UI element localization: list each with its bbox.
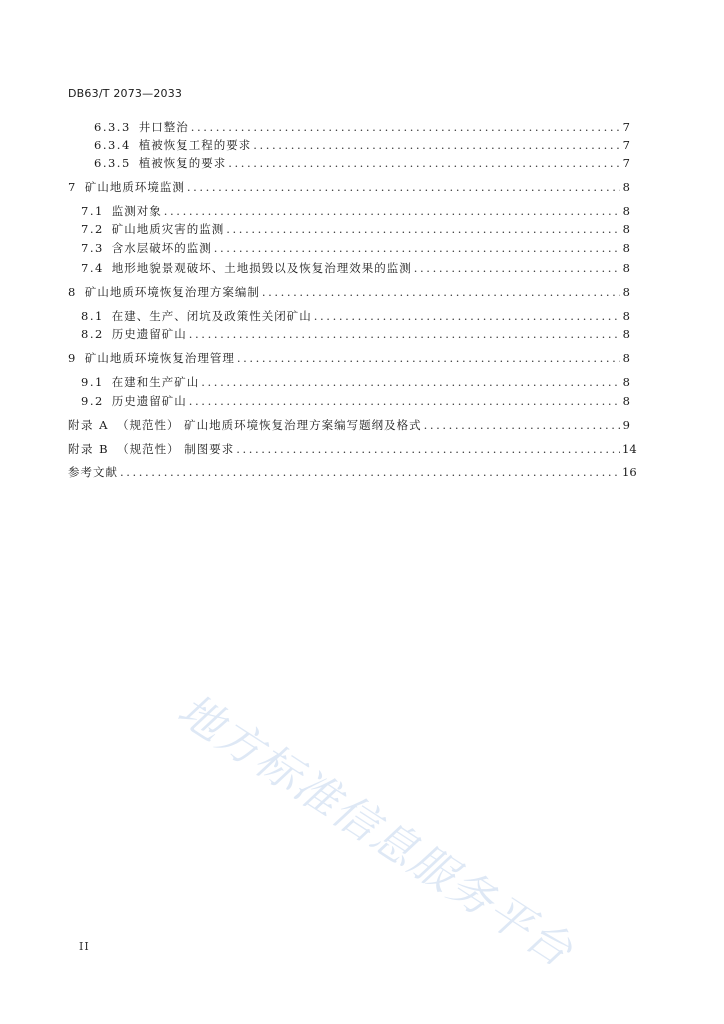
toc-entry-7-4[interactable] [81,261,630,275]
toc-entry-references[interactable] [68,465,637,479]
toc-entry-6-3-3[interactable] [94,120,630,134]
toc-title: 参考文献 [68,465,118,479]
toc-leader-dots [314,309,620,323]
toc-page-number: 8 [622,204,630,218]
toc-leader-dots [236,442,620,456]
toc-number: 8.1 [81,309,104,323]
toc-number: 7 [68,180,77,194]
toc-number: 8 [68,285,77,299]
toc-leader-dots [262,285,620,299]
toc-title: 含水层破坏的监测 [111,241,212,255]
toc-number: 附录 A [68,418,109,432]
toc-page-number: 8 [622,375,630,389]
toc-leader-dots [164,204,620,218]
toc-entry-appendix-b[interactable] [68,442,637,456]
toc-number: 8.2 [81,327,104,341]
toc-page-number: 8 [622,261,630,275]
toc-title: 地形地貌景观破坏、土地损毁以及恢复治理效果的监测 [111,261,412,275]
toc-leader-dots [424,418,620,432]
toc-entry-6-3-5[interactable] [94,156,630,170]
toc-number: 6.3.3 [94,120,131,134]
toc-entry-8[interactable] [68,285,630,299]
toc-page-number: 7 [622,156,630,170]
toc-page-number: 8 [622,241,630,255]
toc-leader-dots [214,241,620,255]
toc-title: 历史遗留矿山 [111,394,187,408]
toc-leader-dots [228,156,620,170]
toc-entry-7-1[interactable] [81,204,630,218]
toc-leader-dots [253,138,620,152]
toc-leader-dots [226,222,620,236]
toc-leader-dots [237,351,620,365]
toc-leader-dots [414,261,620,275]
toc-entry-6-3-4[interactable] [94,138,630,152]
toc-entry-9-1[interactable] [81,375,630,389]
toc-page-number: 8 [622,180,630,194]
toc-entry-7[interactable] [68,180,630,194]
toc-page-number: 7 [622,120,630,134]
toc-number: 6.3.5 [94,156,131,170]
toc-entry-7-3[interactable] [81,241,630,255]
toc-title: 在建、生产、闭坑及政策性关闭矿山 [111,309,312,323]
toc-title: 矿山地质灾害的监测 [111,222,225,236]
toc-entry-9[interactable] [68,351,630,365]
watermark-text: 地方标准信息服务平台 [168,684,583,978]
toc-title: 井口整治 [138,120,189,134]
toc-number: 9.2 [81,394,104,408]
toc-title: 矿山地质环境监测 [84,180,185,194]
toc-title: 矿山地质环境恢复治理方案编制 [84,285,260,299]
toc-number: 附录 B [68,442,110,456]
toc-page-number: 8 [622,327,630,341]
toc-title: 监测对象 [111,204,162,218]
toc-number: 6.3.4 [94,138,131,152]
toc-page-number: 14 [622,442,637,456]
toc-entry-8-1[interactable] [81,309,630,323]
toc-title: 历史遗留矿山 [111,327,187,341]
toc-page-number: 9 [622,418,630,432]
toc-number: 7.3 [81,241,104,255]
footer-page-number: II [79,940,90,953]
toc-page-number: 7 [622,138,630,152]
toc-entry-7-2[interactable] [81,222,630,236]
toc-leader-dots [189,327,620,341]
document-code-header: DB63/T 2073—2033 [68,87,183,100]
toc-title: 植被恢复的要求 [138,156,227,170]
toc-page-number: 8 [622,285,630,299]
toc-leader-dots [120,465,620,479]
toc-number: 9 [68,351,77,365]
toc-title: （规范性） 矿山地质环境恢复治理方案编写题纲及格式 [116,418,422,432]
toc-leader-dots [189,394,620,408]
toc-page-number: 8 [622,309,630,323]
toc-page-number: 16 [622,465,637,479]
toc-entry-8-2[interactable] [81,327,630,341]
toc-number: 7.4 [81,261,104,275]
toc-page-number: 8 [622,394,630,408]
toc-number: 7.2 [81,222,104,236]
toc-entry-9-2[interactable] [81,394,630,408]
toc-page-number: 8 [622,351,630,365]
toc-title: 植被恢复工程的要求 [138,138,252,152]
toc-title: 矿山地质环境恢复治理管理 [84,351,235,365]
toc-title: （规范性） 制图要求 [117,442,235,456]
toc-number: 9.1 [81,375,104,389]
toc-leader-dots [191,120,620,134]
toc-entry-appendix-a[interactable] [68,418,630,432]
toc-leader-dots [187,180,620,194]
toc-page-number: 8 [622,222,630,236]
toc-leader-dots [201,375,620,389]
toc-number: 7.1 [81,204,104,218]
toc-title: 在建和生产矿山 [111,375,200,389]
